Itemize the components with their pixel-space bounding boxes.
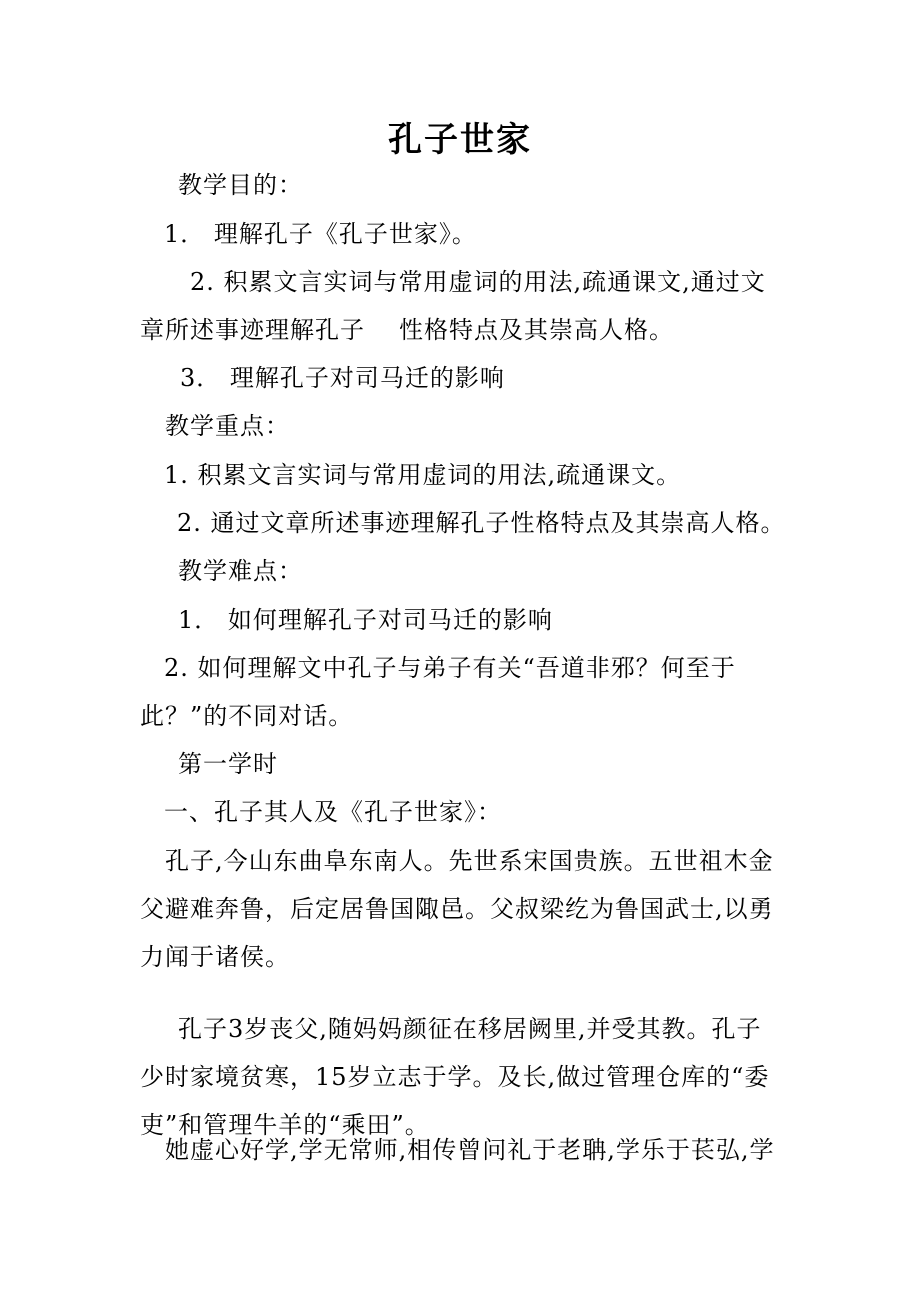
difficulty-2-line2: 此？”的不同对话。 xyxy=(140,702,354,730)
difficulty-2-line1: 2. 如何理解文中孔子与弟子有关“吾道非邪？何至于 xyxy=(164,654,736,682)
difficulty-1: 1． 如何理解孔子对司马迁的影响 xyxy=(178,606,553,634)
objective-2-line2-part-a: 章所述事迹理解孔子 xyxy=(140,316,365,344)
paragraph-2-line3: 吏”和管理牛羊的“乘田”。 xyxy=(140,1111,430,1139)
paragraph-3-line1: 她虚心好学,学无常师,相传曾问礼于老聃,学乐于苌弘,学 xyxy=(165,1136,775,1164)
key-points-heading: 教学重点： xyxy=(165,412,290,440)
difficulties-heading: 教学难点： xyxy=(178,557,303,585)
objective-1: 1． 理解孔子《孔子世家》。 xyxy=(164,220,477,248)
objective-2-line2 xyxy=(140,315,674,345)
paragraph-2-line1: 孔子3岁丧父,随妈妈颜征在移居阙里,并受其教。孔子 xyxy=(178,1015,762,1043)
paragraph-1-line1: 孔子,今山东曲阜东南人。先世系宋国贵族。五世祖木金 xyxy=(165,847,774,875)
key-point-2: 2. 通过文章所述事迹理解孔子性格特点及其崇高人格。 xyxy=(177,509,786,537)
part-1-heading: 一、孔子其人及《孔子世家》： xyxy=(164,798,502,826)
key-point-1: 1. 积累文言实词与常用虚词的用法,疏通课文。 xyxy=(164,461,682,489)
document-title: 孔子世家 xyxy=(388,120,532,160)
objectives-heading: 教学目的： xyxy=(178,171,303,199)
paragraph-1-line3: 力闻于诸侯。 xyxy=(140,943,290,971)
objective-3: 3． 理解孔子对司马迁的影响 xyxy=(180,364,505,392)
paragraph-1-line2: 父避难奔鲁，后定居鲁国陬邑。父叔梁纥为鲁国武士,以勇 xyxy=(140,895,774,923)
objective-2-line1: 2. 积累文言实词与常用虚词的用法,疏通课文,通过文 xyxy=(190,268,766,296)
objective-2-line2-part-b: 性格特点及其崇高人格。 xyxy=(399,316,674,344)
lesson-heading: 第一学时 xyxy=(178,750,278,778)
paragraph-2-line2: 少时家境贫寒，15岁立志于学。及长,做过管理仓库的“委 xyxy=(140,1063,770,1091)
